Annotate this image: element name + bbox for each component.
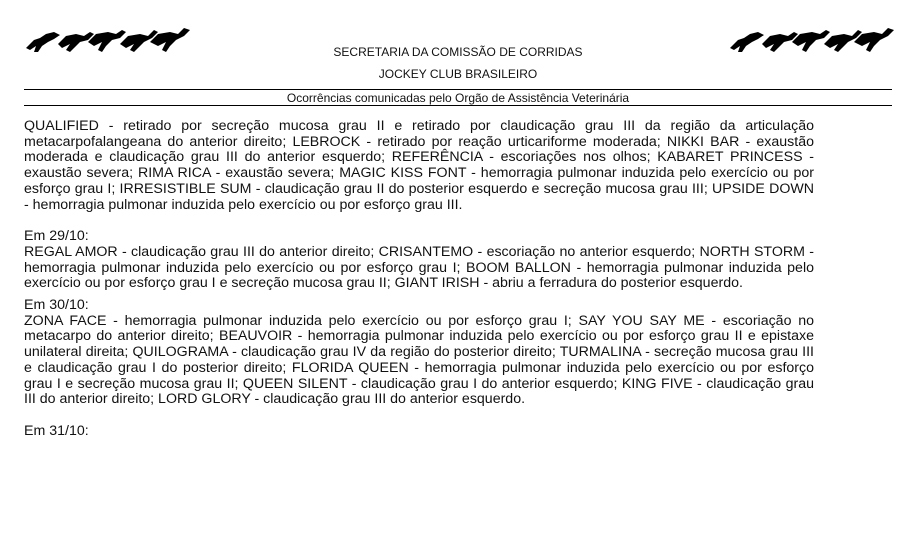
header-secretaria: SECRETARIA DA COMISSÃO DE CORRIDAS [333, 45, 583, 59]
report-body [24, 119, 814, 440]
date-heading-30-10: Em 30/10: [24, 297, 89, 314]
date-heading-29-10: Em 29/10: [24, 228, 89, 245]
occurrences-paragraph-3: ZONA FACE - hemorragia pulmonar induzida pelo exercício ou por esforço grau I; SAY YOU SAY ME - escoriação no metacarpo do anterior direito; BEAUVOIR - hemorragia pulmonar induzida pelo exercício ou por esforço grau II e epistaxe unilateral direita; QUILOGRAMA - claudicação grau IV da região do posterior direito; TURMALINA - secreção mucosa grau III e claudicação grau I do posterior direito; FLORIDA QUEEN - hemorragia pulmonar induzida pelo exercício ou por esforço grau I e secreção mucosa grau II; QUEEN SILENT - claudicação grau I do anterior esquerdo; KING FIVE - claudicação grau III do anterior direito; LORD GLORY - claudicação grau III do anterior esquerdo. [24, 312, 814, 408]
occurrences-paragraph-1: QUALIFIED - retirado por secreção mucosa grau II e retirado por claudicação grau III da região da articulação metacarpofalangeana do anterior direito; LEBROCK - retirado por reação urticariforme moderada; NIKKI BAR - exaustão moderada e claudicação grau III do anterior esquerdo; REFERÊNCIA - escoriações nos olhos; KABARET PRINCESS - exaustão severa; RIMA RICA - exaustão severa; MAGIC KISS FONT - hemorragia pulmonar induzida pelo exercício ou por esforço grau I; IRRESISTIBLE SUM - claudicação grau II do posterior esquerdo e secreção mucosa grau III; UPSIDE DOWN - hemorragia pulmonar induzida pelo exercício ou por esforço grau III. [24, 118, 814, 213]
header-jockey-club: JOCKEY CLUB BRASILEIRO [378, 67, 538, 81]
date-heading-31-10: Em 31/10: [24, 422, 89, 439]
section-subtitle: Ocorrências comunicadas pelo Orgão de Assistência Veterinária [286, 91, 630, 105]
header-rule-top [24, 89, 892, 90]
occurrences-paragraph-2: REGAL AMOR - claudicação grau III do anterior direito; CRISANTEMO - escoriação no anterior esquerdo; NORTH STORM - hemorragia pulmonar induzida pelo exercício ou por esforço grau I; BOOM BALLON - hemorragia pulmonar induzida pelo exercício ou por esforço grau I e secreção mucosa grau II; GIANT IRISH - abriu a ferradura do posterior esquerdo. [24, 243, 814, 292]
header-rule-bottom [24, 105, 892, 106]
